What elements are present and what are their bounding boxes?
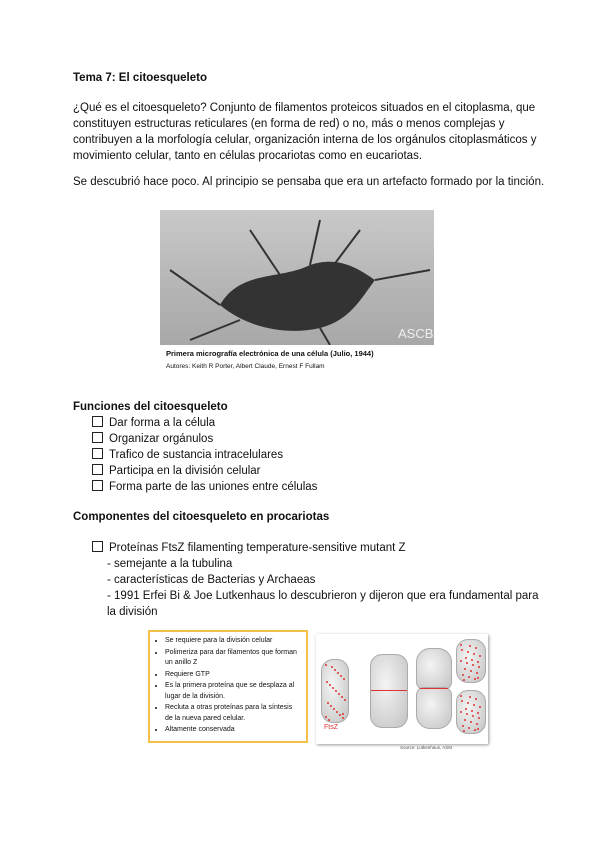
ftsz-dot xyxy=(332,687,334,689)
slide-bullet: • Altamente conservada xyxy=(165,725,300,736)
ftsz-dot xyxy=(474,729,476,731)
ftsz-dot xyxy=(460,711,462,713)
caption-authors: Autores: Keith R Porter, Albert Claude, Ernest F Fullam xyxy=(166,363,325,370)
ftsz-dot xyxy=(479,655,481,657)
ftsz-dot xyxy=(333,708,335,710)
ftsz-dot xyxy=(475,647,477,649)
ftsz-dot xyxy=(477,728,479,730)
cell-micrograph xyxy=(160,210,434,345)
component-detail: la división xyxy=(107,606,158,618)
ftsz-dot xyxy=(334,669,336,671)
ftsz-dot xyxy=(460,644,462,646)
ftsz-dot xyxy=(325,716,327,718)
daughter-cell xyxy=(456,639,486,683)
ftsz-dot xyxy=(479,706,481,708)
ftsz-dot xyxy=(330,705,332,707)
ftsz-dot xyxy=(478,666,480,668)
checkbox-icon[interactable] xyxy=(92,432,103,443)
ftsz-dot xyxy=(463,730,465,732)
ftsz-dot xyxy=(338,693,340,695)
intro-line: contribuyen a la morfología celular, organización interna de los orgánulos citoplasmáticos y xyxy=(73,134,537,146)
intro-line: movimiento celular, tanto en células procariotas como en eucariotas. xyxy=(73,150,423,162)
checkbox-icon[interactable] xyxy=(92,448,103,459)
watermark: ASCB xyxy=(398,326,434,341)
ftsz-dot xyxy=(471,710,473,712)
ftsz-dot xyxy=(467,651,469,653)
ftsz-dot xyxy=(342,717,344,719)
diagram-credit: Source: Lutkenhaus, ASM xyxy=(400,745,453,750)
ftsz-dot xyxy=(474,678,476,680)
ftsz-dot xyxy=(477,677,479,679)
ftsz-dot xyxy=(327,702,329,704)
ftsz-dot xyxy=(462,674,464,676)
function-item: Organizar orgánulos xyxy=(92,431,213,447)
cell-dividing-top xyxy=(416,648,452,690)
cell-z-ring xyxy=(370,654,408,728)
ftsz-dot xyxy=(462,725,464,727)
slide-bullet: • Se requiere para la división celular xyxy=(165,636,300,647)
ftsz-dot xyxy=(468,676,470,678)
ftsz-dot xyxy=(336,711,338,713)
ftsz-dot xyxy=(343,678,345,680)
ftsz-dot xyxy=(326,681,328,683)
ftsz-dot xyxy=(460,695,462,697)
functions-heading: Funciones del citoesqueleto xyxy=(73,401,228,413)
function-item: Forma parte de las uniones entre células xyxy=(92,479,317,495)
ftsz-slide xyxy=(148,630,308,743)
intro-line: constituyen estructuras reticulares (en forma de red) o no, más o menos complejas y xyxy=(73,118,505,130)
ftsz-dot xyxy=(466,713,468,715)
ftsz-dot xyxy=(340,675,342,677)
ftsz-dot xyxy=(465,708,467,710)
ftsz-dot xyxy=(477,661,479,663)
function-item: Dar forma a la célula xyxy=(92,415,215,431)
ftsz-label: FtsZ xyxy=(324,724,338,731)
cell-ftsz-dispersed xyxy=(321,659,349,723)
slide-bullet: • Requiere GTP xyxy=(165,670,300,681)
ftsz-dot xyxy=(470,670,472,672)
ftsz-dot xyxy=(469,645,471,647)
ftsz-dot xyxy=(461,649,463,651)
ftsz-dot xyxy=(476,723,478,725)
function-item: Trafico de sustancia intracelulares xyxy=(92,447,283,463)
page-title: Tema 7: El citoesqueleto xyxy=(73,72,207,84)
ftsz-dot xyxy=(329,684,331,686)
caption-text: Primera micrografía electrónica de una célula (Julio, 1944) xyxy=(166,349,374,358)
ftsz-dot xyxy=(325,664,327,666)
components-heading: Componentes del citoesqueleto en procariotas xyxy=(73,511,330,523)
checkbox-icon[interactable] xyxy=(92,416,103,427)
ftsz-dot xyxy=(341,696,343,698)
ftsz-dot xyxy=(342,713,344,715)
ftsz-dot xyxy=(464,668,466,670)
checkbox-icon[interactable] xyxy=(92,480,103,491)
cell-division-diagram xyxy=(316,634,488,744)
component-detail: - semejante a la tubulina xyxy=(107,558,233,570)
function-item: Participa en la división celular xyxy=(92,463,261,479)
cell-dividing-bottom xyxy=(416,687,452,729)
ftsz-dot xyxy=(335,690,337,692)
ftsz-dot xyxy=(465,657,467,659)
component-detail: - 1991 Erfei Bi & Joe Lutkenhaus lo descubrieron y dijeron que era fundamental para xyxy=(107,590,539,602)
ftsz-dot xyxy=(344,699,346,701)
ftsz-dot xyxy=(339,714,341,716)
ftsz-dot xyxy=(471,659,473,661)
intro-line: ¿Qué es el citoesqueleto? Conjunto de filamentos proteicos situados en el citoplasma, que xyxy=(73,102,536,114)
ftsz-dot xyxy=(470,721,472,723)
ftsz-dot xyxy=(331,666,333,668)
ftsz-dot xyxy=(469,696,471,698)
ftsz-dot xyxy=(478,717,480,719)
ftsz-dot xyxy=(460,660,462,662)
ftsz-dot xyxy=(472,715,474,717)
ftsz-dot xyxy=(473,704,475,706)
slide-bullet: • Polimeriza para dar filamentos que forman un anillo Z xyxy=(165,648,300,669)
ftsz-dot xyxy=(328,719,330,721)
micrograph-image xyxy=(160,210,434,345)
ftsz-dot xyxy=(466,662,468,664)
ftsz-dot xyxy=(475,698,477,700)
ftsz-dot xyxy=(477,712,479,714)
component-item: Proteínas FtsZ filamenting temperature-sensitive mutant Z xyxy=(92,540,406,556)
ftsz-dot xyxy=(472,664,474,666)
ftsz-dot xyxy=(467,702,469,704)
ftsz-dot xyxy=(337,672,339,674)
ftsz-dot xyxy=(463,679,465,681)
component-detail: - características de Bacterias y Archaeas xyxy=(107,574,316,586)
slide-bullet: • Es la primera proteína que se desplaza al lugar de la división. xyxy=(165,681,300,702)
ftsz-dot xyxy=(464,719,466,721)
figure-caption xyxy=(160,345,434,377)
slide-bullet: • Recluta a otras proteínas para la síntesis de la nueva pared celular. xyxy=(165,703,300,724)
daughter-cell xyxy=(456,690,486,734)
checkbox-icon[interactable] xyxy=(92,464,103,475)
discovery-text: Se descubrió hace poco. Al principio se pensaba que era un artefacto formado por la tinción. xyxy=(73,176,545,188)
ftsz-dot xyxy=(473,653,475,655)
ftsz-dot xyxy=(476,672,478,674)
ftsz-dot xyxy=(461,700,463,702)
checkbox-icon[interactable] xyxy=(92,541,103,552)
ftsz-dot xyxy=(468,727,470,729)
